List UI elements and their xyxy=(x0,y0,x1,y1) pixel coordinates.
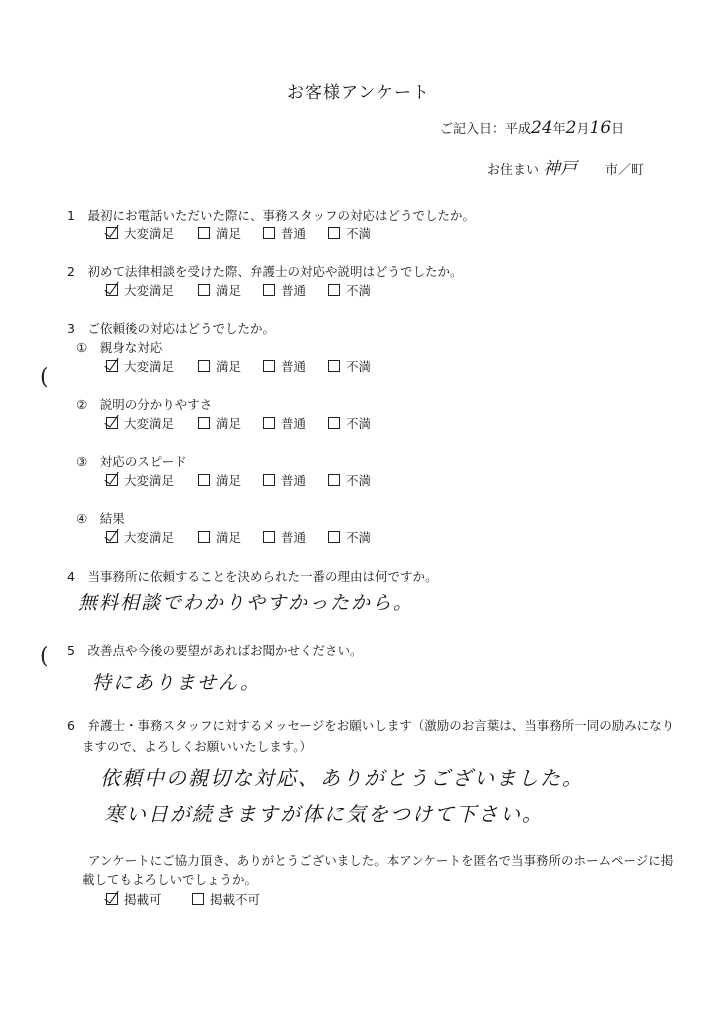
option-satisfied[interactable]: 満足 xyxy=(198,528,263,546)
margin-mark: ( xyxy=(40,644,49,669)
option-average[interactable]: 普通 xyxy=(263,471,328,489)
date-month: 2 xyxy=(565,118,577,138)
option-average[interactable]: 普通 xyxy=(263,528,328,546)
checkbox[interactable] xyxy=(198,284,210,296)
checkbox[interactable] xyxy=(263,284,275,296)
question-3-sub-4: ④ 結果 xyxy=(76,511,125,526)
date-label: ご記入日：平成 xyxy=(440,122,532,137)
page-title: お客様アンケート xyxy=(287,83,430,103)
margin-mark: ( xyxy=(40,365,49,390)
date-day: 16 xyxy=(589,118,612,138)
checkbox[interactable] xyxy=(328,284,340,296)
option-very-satisfied[interactable]: 大変満足 xyxy=(106,224,198,242)
checkbox-checked[interactable] xyxy=(106,531,118,543)
option-satisfied[interactable]: 満足 xyxy=(198,414,263,432)
option-dissatisfied[interactable]: 不満 xyxy=(328,471,393,489)
option-average[interactable]: 普通 xyxy=(263,357,328,375)
checkbox-checked[interactable] xyxy=(106,893,118,905)
checkbox[interactable] xyxy=(263,474,275,486)
option-dissatisfied[interactable]: 不満 xyxy=(328,528,393,546)
option-very-satisfied[interactable]: 大変満足 xyxy=(106,281,198,299)
checkbox[interactable] xyxy=(192,893,204,905)
question-6-line-2: ますので、よろしくお願いいたします。） xyxy=(82,739,313,754)
option-very-satisfied[interactable]: 大変満足 xyxy=(106,414,198,432)
question-4: 4 当事務所に依頼することを決められた一番の理由は何ですか。 xyxy=(67,569,438,584)
address-value: 神戸 xyxy=(543,159,578,179)
checkbox[interactable] xyxy=(328,417,340,429)
option-very-satisfied[interactable]: 大変満足 xyxy=(106,471,198,489)
option-dissatisfied[interactable]: 不満 xyxy=(328,414,393,432)
option-average[interactable]: 普通 xyxy=(263,414,328,432)
date-month-suffix: 月 xyxy=(576,122,590,137)
checkbox-checked[interactable] xyxy=(106,474,118,486)
option-satisfied[interactable]: 満足 xyxy=(198,357,263,375)
checkbox[interactable] xyxy=(263,417,275,429)
question-3-sub-1-options xyxy=(106,357,393,375)
question-3-sub-2: ② 説明の分かりやすさ xyxy=(76,397,213,412)
question-3-sub-1: ① 親身な対応 xyxy=(76,340,163,355)
publication-text-line-2: 載してもよろしいでしょうか。 xyxy=(82,872,258,887)
date-year: 24 xyxy=(531,118,553,138)
checkbox-checked[interactable] xyxy=(106,360,118,372)
checkbox[interactable] xyxy=(328,227,340,239)
checkbox[interactable] xyxy=(198,531,210,543)
option-average[interactable]: 普通 xyxy=(263,281,328,299)
option-very-satisfied[interactable]: 大変満足 xyxy=(106,528,198,546)
publication-text-line-1: アンケートにご協力頂き、ありがとうございました。本アンケートを匿名で当事務所のホームページに掲 xyxy=(88,853,674,868)
question-1: 1 最初にお電話いただいた際に、事務スタッフの対応はどうでしたか。 xyxy=(67,208,475,223)
option-dissatisfied[interactable]: 不満 xyxy=(328,281,393,299)
checkbox-checked[interactable] xyxy=(106,227,118,239)
option-satisfied[interactable]: 満足 xyxy=(198,224,263,242)
publication-options xyxy=(106,890,282,908)
question-3-sub-2-options xyxy=(106,414,393,432)
checkbox[interactable] xyxy=(263,360,275,372)
question-2-options xyxy=(106,281,393,299)
question-1-options xyxy=(106,224,393,242)
address-field xyxy=(487,154,644,179)
checkbox[interactable] xyxy=(198,417,210,429)
checkbox-checked[interactable] xyxy=(106,284,118,296)
option-satisfied[interactable]: 満足 xyxy=(198,281,263,299)
checkbox[interactable] xyxy=(198,227,210,239)
checkbox[interactable] xyxy=(198,360,210,372)
option-disallow[interactable]: 掲載不可 xyxy=(192,890,282,908)
option-dissatisfied[interactable]: 不満 xyxy=(328,224,393,242)
question-6-answer-line-2: 寒い日が続きますが体に気をつけて下さい。 xyxy=(104,802,544,826)
question-3-sub-3: ③ 対応のスピード xyxy=(76,454,187,469)
checkbox[interactable] xyxy=(328,360,340,372)
date-year-suffix: 年 xyxy=(552,122,566,137)
option-satisfied[interactable]: 満足 xyxy=(198,471,263,489)
option-average[interactable]: 普通 xyxy=(263,224,328,242)
question-2: 2 初めて法律相談を受けた際、弁護士の対応や説明はどうでしたか。 xyxy=(67,264,463,279)
checkbox[interactable] xyxy=(328,474,340,486)
question-3-sub-4-options xyxy=(106,528,393,546)
option-very-satisfied[interactable]: 大変満足 xyxy=(106,357,198,375)
question-6-answer-line-1: 依頼中の親切な対応、ありがとうございました。 xyxy=(100,766,584,790)
checkbox[interactable] xyxy=(263,227,275,239)
date-field xyxy=(440,118,624,138)
option-allow[interactable]: 掲載可 xyxy=(106,890,192,908)
question-5: 5 改善点や今後の要望があればお聞かせください。 xyxy=(67,643,363,658)
checkbox[interactable] xyxy=(328,531,340,543)
address-label: お住まい xyxy=(487,163,540,178)
question-3: 3 ご依頼後の対応はどうでしたか。 xyxy=(67,321,275,336)
question-5-answer: 特にありません。 xyxy=(92,672,262,694)
checkbox-checked[interactable] xyxy=(106,417,118,429)
address-suffix: 市／町 xyxy=(605,163,645,178)
question-4-answer: 無料相談でわかりやすかったから。 xyxy=(78,592,415,614)
date-day-suffix: 日 xyxy=(611,122,625,137)
checkbox[interactable] xyxy=(198,474,210,486)
option-dissatisfied[interactable]: 不満 xyxy=(328,357,393,375)
question-3-sub-3-options xyxy=(106,471,393,489)
question-6-line-1: 6 弁護士・事務スタッフに対するメッセージをお願いします（激励のお言葉は、当事務所一同の励みになり xyxy=(67,718,675,733)
checkbox[interactable] xyxy=(263,531,275,543)
